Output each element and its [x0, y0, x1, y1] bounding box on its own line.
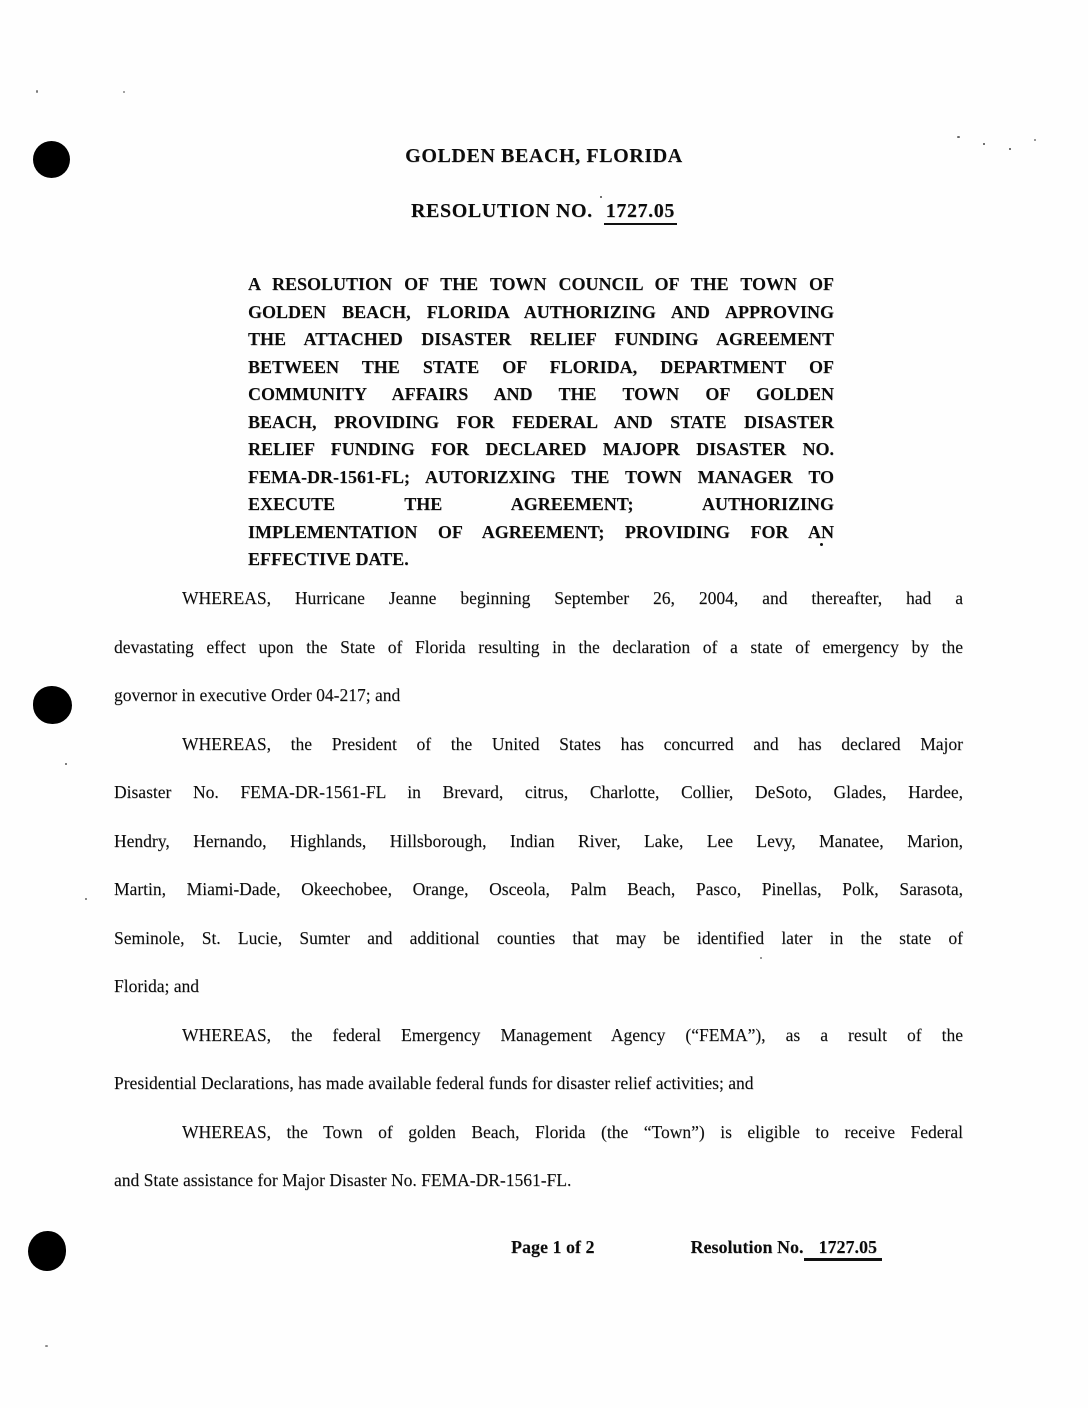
scan-speck	[957, 136, 960, 138]
paragraph-line: Presidential Declarations, has made available federal funds for disaster relief activities; and	[114, 1073, 754, 1093]
caption-line: EFFECTIVE DATE.	[248, 549, 409, 569]
caption-line: BETWEEN THE STATE OF FLORIDA, DEPARTMENT OF	[248, 356, 834, 377]
scan-speck	[36, 90, 38, 93]
caption-line: IMPLEMENTATION OF AGREEMENT; PROVIDING FOR AN	[248, 521, 834, 542]
caption-line: COMMUNITY AFFAIRS AND THE TOWN OF GOLDEN	[248, 384, 834, 404]
scan-speck	[85, 898, 87, 900]
scan-speck	[45, 1345, 48, 1347]
scan-speck	[65, 763, 67, 765]
document-title: GOLDEN BEACH, FLORIDA	[405, 145, 683, 167]
page-footer	[114, 1237, 974, 1261]
caption-line: A RESOLUTION OF THE TOWN COUNCIL OF THE TOWN OF	[248, 274, 834, 294]
caption-line: BEACH, PROVIDING FOR FEDERAL AND STATE DISASTER	[248, 411, 834, 432]
scan-speck	[600, 196, 602, 198]
paragraph-line: and State assistance for Major Disaster No. FEMA-DR-1561-FL.	[114, 1170, 572, 1190]
paragraph-line: WHEREAS, the federal Emergency Management Agency (“FEMA”), as a result of the	[182, 1024, 963, 1045]
footer-resolution-label: Resolution No.	[690, 1237, 804, 1257]
resolution-number-heading	[0, 200, 1088, 225]
scan-speck	[1034, 139, 1036, 141]
caption-line: THE ATTACHED DISASTER RELIEF FUNDING AGREEMENT	[248, 329, 834, 349]
caption-line: FEMA-DR-1561-FL; AUTORIZXING THE TOWN MANAGER TO	[248, 466, 834, 487]
resolution-caption-block	[248, 271, 834, 574]
whereas-paragraph	[114, 1011, 963, 1108]
paragraph-line: WHEREAS, the Town of golden Beach, Florida (the “Town”) is eligible to receive Federal	[182, 1121, 963, 1142]
footer-resolution	[690, 1237, 882, 1261]
resolution-number-value: 1727.05	[604, 200, 677, 225]
caption-line: GOLDEN BEACH, FLORIDA AUTHORIZING AND APPROVING	[248, 301, 834, 322]
caption-line: EXECUTE THE AGREEMENT; AUTHORIZING	[248, 494, 834, 514]
footer-resolution-number: 1727.05	[804, 1237, 883, 1261]
hole-punch-mark	[28, 1231, 66, 1271]
caption-line: RELIEF FUNDING FOR DECLARED MAJOPR DISASTER NO.	[248, 439, 834, 459]
paragraph-line: devastating effect upon the State of Florida resulting in the declaration of a state of emergency by the	[114, 636, 963, 657]
paragraph-line: Martin, Miami-Dade, Okeechobee, Orange, Osceola, Palm Beach, Pasco, Pinellas, Polk, Sarasota,	[114, 879, 963, 899]
paragraph-line: WHEREAS, the President of the United States has concurred and has declared Major	[182, 733, 963, 754]
paragraph-line: Seminole, St. Lucie, Sumter and additional counties that may be identified later in the state of	[114, 927, 963, 948]
paragraph-line: Hendry, Hernando, Highlands, Hillsborough, Indian River, Lake, Lee Levy, Manatee, Marion,	[114, 830, 963, 851]
resolution-number-label: RESOLUTION NO.	[411, 200, 593, 222]
paragraph-line: governor in executive Order 04-217; and	[114, 685, 401, 705]
page-indicator: Page 1 of 2	[511, 1237, 595, 1257]
paragraph-line: WHEREAS, Hurricane Jeanne beginning September 26, 2004, and thereafter, had a	[182, 588, 963, 608]
hole-punch-mark	[33, 686, 72, 724]
paragraph-line: Disaster No. FEMA-DR-1561-FL in Brevard, citrus, Charlotte, Collier, DeSoto, Glades, Hardee,	[114, 782, 963, 802]
document-body	[114, 574, 963, 1205]
whereas-paragraph	[114, 720, 963, 1011]
whereas-paragraph	[114, 574, 963, 720]
scan-speck	[123, 91, 125, 93]
paragraph-line: Florida; and	[114, 976, 200, 996]
whereas-paragraph	[114, 1108, 963, 1205]
